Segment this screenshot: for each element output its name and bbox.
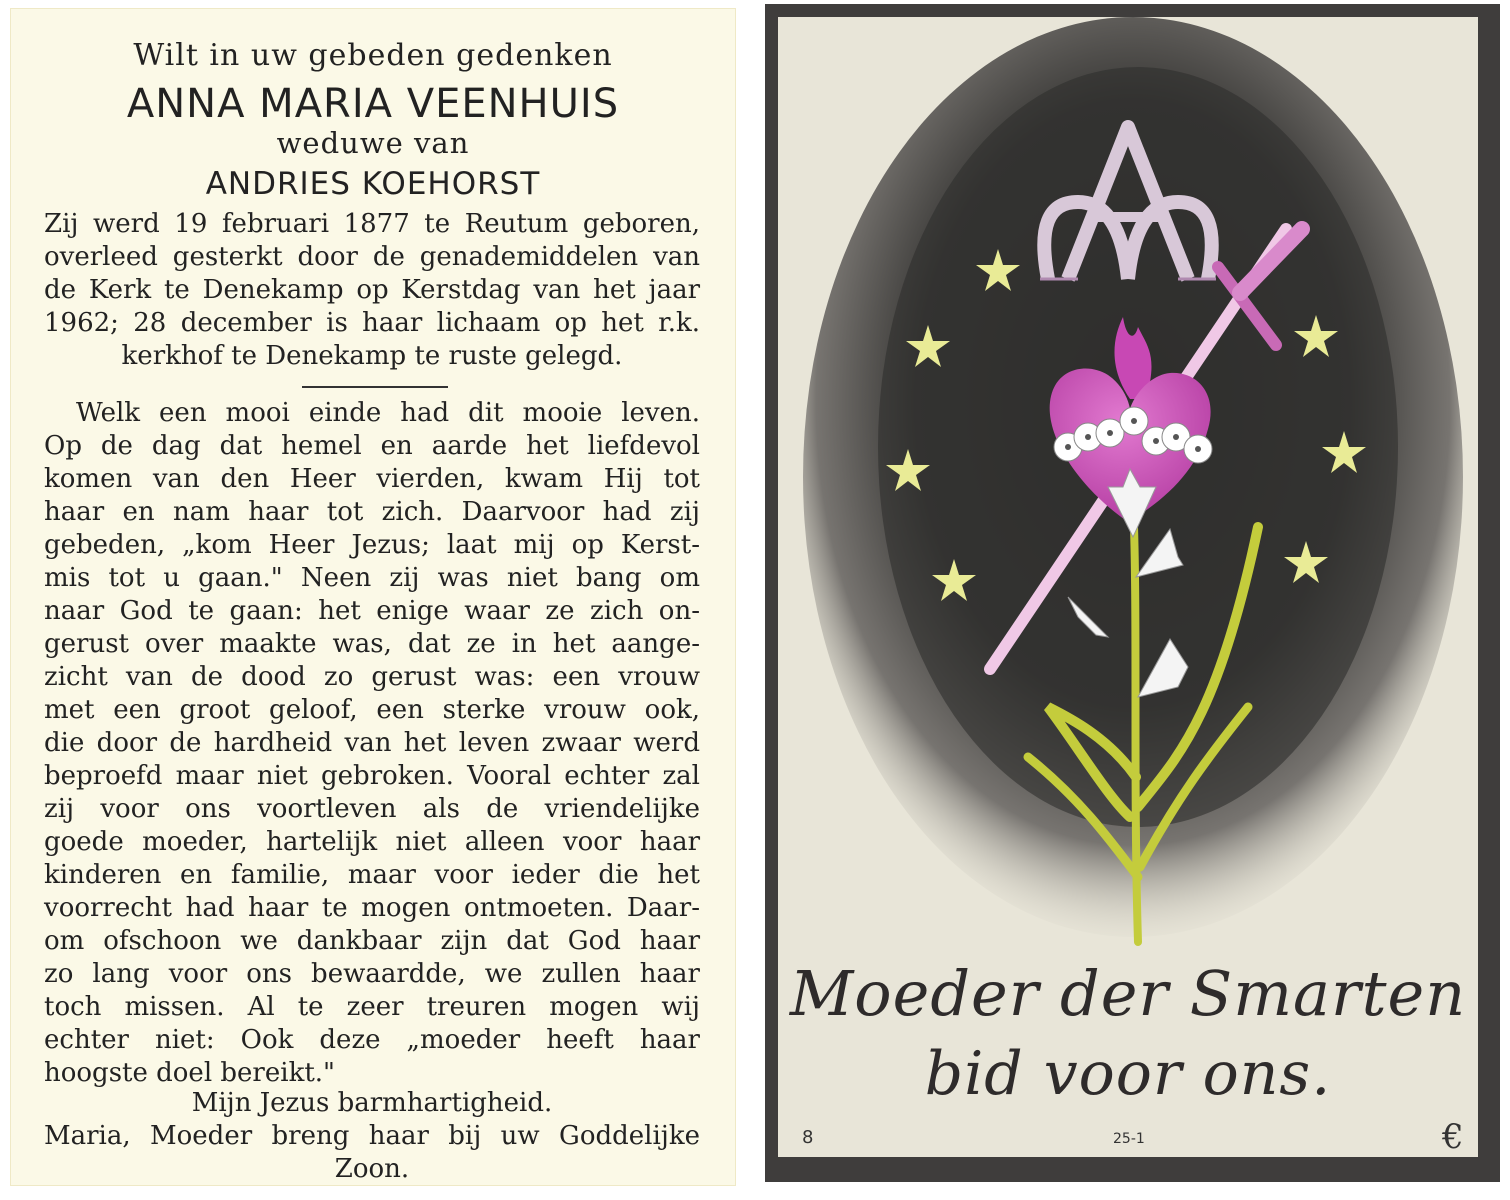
text-line: beproefd maar niet gebroken. Vooral echter zal (44, 761, 700, 791)
widow-of-line: weduwe van (276, 126, 470, 160)
deceased-name: ANNA MARIA VEENHUIS (126, 81, 620, 127)
illustration-panel (778, 17, 1478, 1157)
motto-line-2: bid voor ons. (924, 1039, 1332, 1109)
text-line: Maria, Moeder breng haar bij uw Goddelijke (44, 1121, 700, 1151)
text-line: komen van den Heer vierden, kwam Hij tot (44, 464, 700, 494)
text-line: zij voor ons voortleven als de vriendelijke (44, 794, 700, 824)
tribute-paragraph (44, 397, 700, 1090)
text-line: mis tot u gaan." Neen zij was niet bang om (44, 563, 700, 593)
text-line: kerkhof te Denekamp te ruste gelegd. (121, 341, 623, 371)
text-line: overleed gesterkt door de genademiddelen van (44, 242, 700, 272)
text-line: 1962; 28 december is haar lichaam op het r.k. (44, 308, 700, 338)
text-line: Zij werd 19 februari 1877 te Reutum geboren, (44, 209, 700, 239)
text-line: naar God te gaan: het enige waar ze zich on- (44, 596, 700, 626)
text-line: de Kerk te Denekamp op Kerstdag van het jaar (44, 275, 700, 305)
biography-paragraph (44, 208, 700, 373)
text-line: zicht van de dood zo gerust was: een vrouw (44, 662, 700, 692)
husband-name: ANDRIES KOEHORST (205, 166, 541, 202)
text-line: zo lang voor ons bewaardde, we zullen haar (44, 959, 700, 989)
text-line: gebeden, „kom Heer Jezus; laat mij op Kerst- (44, 530, 700, 560)
text-line: gerust over maakte was, dat ze in het aange- (44, 629, 700, 659)
text-line: Mijn Jezus barmhartigheid. (191, 1088, 553, 1118)
closing-prayer (44, 1087, 700, 1186)
text-line: Welk een mooi einde had dit mooie leven. (76, 398, 700, 428)
text-line: die door de hardheid van het leven zwaar werd (44, 728, 700, 758)
text-line: kinderen en familie, maar voor ieder die het (44, 860, 700, 890)
print-number: 25-1 (1113, 1131, 1145, 1147)
publisher-mark-right: € (1442, 1117, 1464, 1157)
text-line: voorrecht had haar te mogen ontmoeten. Daar- (44, 893, 700, 923)
motto-line-1: Moeder der Smarten (789, 957, 1467, 1030)
text-line: echter niet: Ook deze „moeder heeft haar (44, 1025, 700, 1055)
intro-line: Wilt in uw gebeden gedenken (133, 38, 613, 73)
text-line: toch missen. Al te zeer treuren mogen wij (44, 992, 700, 1022)
text-line: Op de dag dat hemel en aarde het liefdevol (44, 431, 700, 461)
memorial-text-card (10, 8, 736, 1186)
printer-mark-left: 8 (802, 1127, 814, 1148)
text-line: met een groot geloof, een sterke vrouw ook, (44, 695, 700, 725)
text-line: goede moeder, hartelijk niet alleen voor haar (44, 827, 700, 857)
divider-rule (302, 386, 448, 388)
text-line: haar en nam haar tot zich. Daarvoor had zij (44, 497, 700, 527)
text-line: om ofschoon we dankbaar zijn dat God haar (44, 926, 700, 956)
text-line: Zoon. (334, 1154, 410, 1184)
text-line: hoogste doel bereikt." (44, 1058, 335, 1088)
devotional-image-card (765, 4, 1500, 1182)
